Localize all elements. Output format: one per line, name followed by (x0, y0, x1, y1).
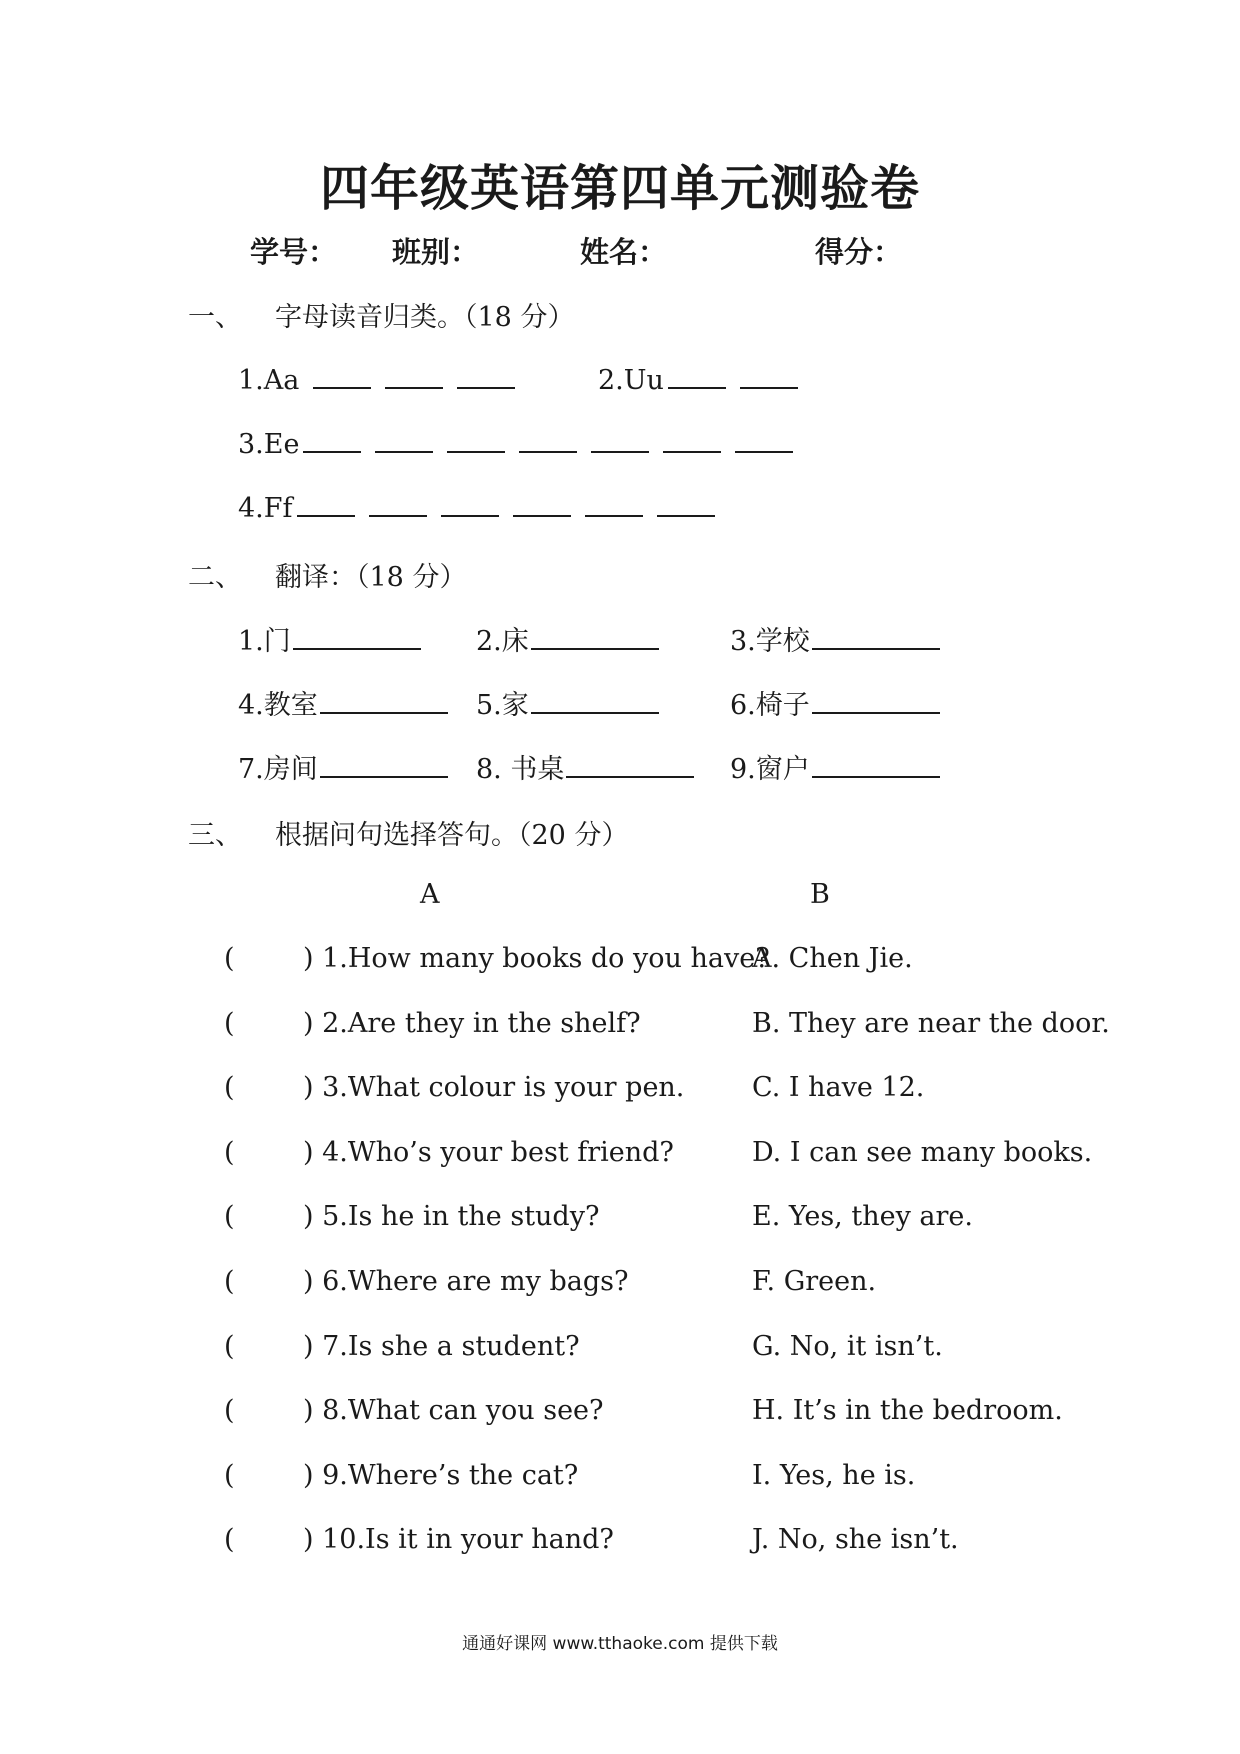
section1-title: 字母读音归类。（18 分） (275, 302, 575, 333)
translate-item (238, 747, 448, 786)
question-text: ) 8.What can you see? (303, 1395, 604, 1427)
answer-blank[interactable] (297, 489, 355, 517)
translate-word: 9.窗户 (730, 754, 810, 785)
score-label: 得分： (815, 235, 903, 269)
translate-item (476, 747, 694, 786)
answer-blank[interactable] (668, 361, 726, 389)
answer-paren[interactable]: ( (224, 1459, 235, 1491)
letter-label: 3.Ee (238, 429, 300, 460)
question-text: ) 2.Are they in the shelf? (303, 1007, 641, 1039)
section2-number: 二、 (188, 562, 242, 593)
translate-word: 1.门 (238, 626, 291, 657)
column-a-header: A (420, 879, 440, 910)
answer-blank[interactable] (320, 750, 448, 778)
answer-blank[interactable] (513, 489, 571, 517)
answer-option: I. Yes, he is. (752, 1459, 916, 1491)
letter-label: 2.Uu (598, 365, 664, 396)
class-label: 班别： (392, 235, 480, 269)
answer-blank[interactable] (457, 361, 515, 389)
answer-paren[interactable]: ( (224, 1524, 235, 1556)
answer-paren[interactable]: ( (224, 1395, 235, 1427)
letter-item-ee (238, 425, 793, 460)
translate-item (476, 619, 659, 658)
footer-source: 通通好课网 www.tthaoke.com 提供下载 (462, 1634, 778, 1654)
translate-word: 7.房间 (238, 754, 318, 785)
answer-blank[interactable] (657, 489, 715, 517)
answer-option: H. It’s in the bedroom. (752, 1395, 1063, 1427)
translate-word: 5.家 (476, 690, 529, 721)
answer-blank[interactable] (740, 361, 798, 389)
answer-paren[interactable]: ( (224, 943, 235, 974)
answer-option: C. I have 12. (752, 1072, 925, 1104)
answer-blank[interactable] (447, 425, 505, 453)
answer-paren[interactable]: ( (224, 1072, 235, 1104)
section1-number: 一、 (188, 302, 242, 333)
translate-item (730, 747, 940, 786)
answer-blank[interactable] (812, 750, 940, 778)
translate-item (476, 683, 659, 722)
answer-option: G. No, it isn’t. (752, 1330, 943, 1362)
letter-label: 4.Ff (238, 493, 293, 524)
translate-item (730, 683, 940, 722)
answer-blank[interactable] (369, 489, 427, 517)
answer-blank[interactable] (591, 425, 649, 453)
answer-blank[interactable] (303, 425, 361, 453)
translate-item (238, 619, 421, 658)
translate-word: 6.椅子 (730, 690, 810, 721)
letter-label: 1.Aa (238, 365, 300, 396)
section3-title: 根据问句选择答句。（20 分） (275, 820, 629, 851)
answer-blank[interactable] (385, 361, 443, 389)
answer-paren[interactable]: ( (224, 1201, 235, 1233)
answer-blank[interactable] (519, 425, 577, 453)
answer-blank[interactable] (320, 686, 448, 714)
question-text: ) 3.What colour is your pen. (303, 1072, 685, 1104)
answer-blank[interactable] (293, 622, 421, 650)
letter-item-ff (238, 489, 715, 524)
answer-option: A. Chen Jie. (752, 943, 913, 974)
question-text: ) 6.Where are my bags? (303, 1266, 629, 1297)
answer-blank[interactable] (375, 425, 433, 453)
answer-paren[interactable]: ( (224, 1266, 235, 1297)
answer-blank[interactable] (531, 686, 659, 714)
answer-blank[interactable] (585, 489, 643, 517)
answer-blank[interactable] (313, 361, 371, 389)
answer-option: J. No, she isn’t. (752, 1524, 959, 1556)
answer-option: F. Green. (752, 1266, 877, 1297)
question-text: ) 10.Is it in your hand? (303, 1524, 614, 1556)
translate-item (238, 683, 448, 722)
column-b-header: B (810, 879, 830, 910)
name-label: 姓名： (580, 235, 668, 269)
question-text: ) 1.How many books do you have? (303, 943, 770, 974)
answer-blank[interactable] (663, 425, 721, 453)
question-text: ) 5.Is he in the study? (303, 1201, 600, 1233)
answer-option: E. Yes, they are. (752, 1201, 973, 1233)
answer-blank[interactable] (441, 489, 499, 517)
section3-number: 三、 (188, 820, 242, 851)
question-text: ) 9.Where’s the cat? (303, 1459, 579, 1491)
answer-blank[interactable] (812, 622, 940, 650)
answer-paren[interactable]: ( (224, 1330, 235, 1362)
answer-blank[interactable] (566, 750, 694, 778)
translate-word: 8. 书桌 (476, 754, 565, 785)
answer-option: B. They are near the door. (752, 1007, 1110, 1039)
answer-option: D. I can see many books. (752, 1136, 1093, 1168)
page-title: 四年级英语第四单元测验卷 (319, 159, 920, 217)
translate-word: 2.床 (476, 626, 529, 657)
question-text: ) 4.Who’s your best friend? (303, 1136, 674, 1168)
answer-blank[interactable] (531, 622, 659, 650)
answer-paren[interactable]: ( (224, 1136, 235, 1168)
letter-item-uu (598, 361, 798, 396)
translate-word: 3.学校 (730, 626, 810, 657)
answer-paren[interactable]: ( (224, 1007, 235, 1039)
question-text: ) 7.Is she a student? (303, 1330, 580, 1362)
translate-word: 4.教室 (238, 690, 318, 721)
section2-title: 翻译：（18 分） (275, 562, 467, 593)
answer-blank[interactable] (812, 686, 940, 714)
student-number-label: 学号： (250, 235, 338, 269)
translate-item (730, 619, 940, 658)
letter-item-aa (238, 361, 515, 396)
answer-blank[interactable] (735, 425, 793, 453)
